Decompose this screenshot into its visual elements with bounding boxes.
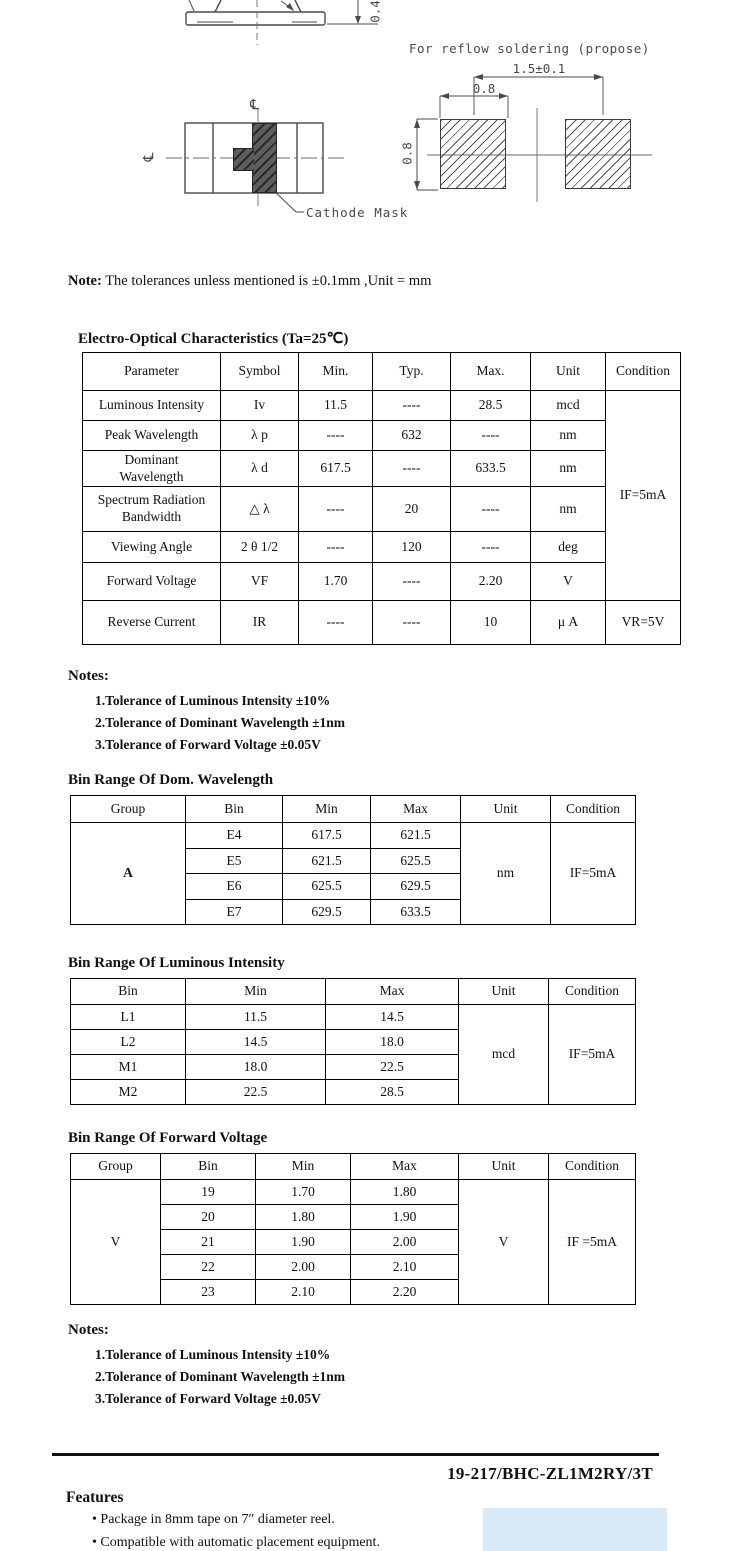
table-cell: 120	[373, 532, 451, 563]
condition-cell: IF=5mA	[606, 391, 681, 601]
feature-item: • Package in 8mm tape on 7″ diameter reel.	[92, 1512, 335, 1528]
tolerance-note	[68, 273, 431, 290]
table-cell: M2	[71, 1080, 186, 1105]
table-row	[83, 391, 681, 421]
condition-cell: IF=5mA	[551, 823, 636, 925]
pitch-dimension-label: 1.5±0.1	[512, 61, 566, 76]
table-cell: Peak Wavelength	[83, 421, 221, 451]
table-cell: nm	[531, 451, 606, 487]
column-header: Unit	[531, 353, 606, 391]
table-cell: mcd	[531, 391, 606, 421]
table-cell: 621.5	[371, 823, 461, 849]
table-cell: 2 θ 1/2	[221, 532, 299, 563]
column-header: Bin	[161, 1154, 256, 1180]
table-header-row	[83, 353, 681, 391]
group-cell: V	[71, 1180, 161, 1305]
table-row	[71, 1005, 636, 1030]
table-cell: Viewing Angle	[83, 532, 221, 563]
features-title: Features	[66, 1489, 124, 1506]
column-header: Condition	[606, 353, 681, 391]
table-cell: 22.5	[326, 1055, 459, 1080]
part-number: 19-217/BHC-ZL1M2RY/3T	[447, 1464, 653, 1483]
feature-item: • Compatible with automatic placement equipment.	[92, 1535, 380, 1551]
unit-cell: nm	[461, 823, 551, 925]
table-cell: ----	[299, 487, 373, 532]
table-cell: 625.5	[283, 874, 371, 900]
column-header: Unit	[459, 979, 549, 1005]
cathode-mask-band	[252, 123, 277, 193]
table-cell: 28.5	[451, 391, 531, 421]
table-cell: 22	[161, 1255, 256, 1280]
table-cell: 20	[373, 487, 451, 532]
table-cell: 2.10	[256, 1280, 351, 1305]
drawing-lines	[0, 0, 750, 235]
table-cell: 1.70	[256, 1180, 351, 1205]
package-height-dimension-label: 0.4	[367, 0, 383, 23]
table-cell: 14.5	[326, 1005, 459, 1030]
table-row	[83, 421, 681, 451]
table-cell: 633.5	[371, 900, 461, 925]
table-cell: 20	[161, 1205, 256, 1230]
eo-table	[82, 352, 681, 645]
column-header: Unit	[459, 1154, 549, 1180]
table-cell: nm	[531, 421, 606, 451]
table-cell: Luminous Intensity	[83, 391, 221, 421]
table-cell: 1.80	[351, 1180, 459, 1205]
table-cell: L2	[71, 1030, 186, 1055]
table-cell: V	[531, 563, 606, 601]
table-cell: 2.00	[256, 1255, 351, 1280]
table-cell: ----	[299, 601, 373, 645]
table-cell: 625.5	[371, 849, 461, 874]
table-cell: 1.70	[299, 563, 373, 601]
table-cell: IR	[221, 601, 299, 645]
unit-cell: V	[459, 1180, 549, 1305]
solder-pad-left	[440, 119, 506, 189]
unit-cell: mcd	[459, 1005, 549, 1105]
bin-vf-table	[70, 1153, 636, 1305]
table-cell: 633.5	[451, 451, 531, 487]
table-cell: ----	[373, 601, 451, 645]
table-cell: 10	[451, 601, 531, 645]
note-item: 3.Tolerance of Forward Voltage ±0.05V	[95, 737, 321, 752]
bin-vf-title: Bin Range Of Forward Voltage	[68, 1130, 268, 1146]
table-cell: 2.20	[451, 563, 531, 601]
table-row	[83, 563, 681, 601]
table-row	[83, 601, 681, 645]
note-text: The tolerances unless mentioned is ±0.1mm ,Unit = mm	[101, 273, 432, 289]
column-header: Max.	[451, 353, 531, 391]
condition-cell: IF =5mA	[549, 1180, 636, 1305]
table-cell: ----	[373, 451, 451, 487]
pad-height-dimension-label: 0.8	[399, 142, 415, 165]
cathode-mask-label: Cathode Mask	[306, 205, 409, 220]
table-cell: 621.5	[283, 849, 371, 874]
table-cell: ----	[373, 563, 451, 601]
column-header: Group	[71, 796, 186, 823]
centerline-icon: ℄	[250, 97, 259, 113]
table-cell: Forward Voltage	[83, 563, 221, 601]
table-cell: Reverse Current	[83, 601, 221, 645]
column-header: Max	[351, 1154, 459, 1180]
table-row	[83, 487, 681, 532]
table-cell: Dominant Wavelength	[83, 451, 221, 487]
table-cell: 2.00	[351, 1230, 459, 1255]
reflow-title: For reflow soldering (propose)	[409, 41, 650, 56]
column-header: Condition	[551, 796, 636, 823]
table-row	[83, 532, 681, 563]
table-cell: 11.5	[299, 391, 373, 421]
table-cell: E6	[186, 874, 283, 900]
table-cell: Spectrum Radiation Bandwidth	[83, 487, 221, 532]
table-cell: △ λ	[221, 487, 299, 532]
table-cell: 629.5	[283, 900, 371, 925]
column-header: Min	[256, 1154, 351, 1180]
table-cell: ----	[451, 421, 531, 451]
eo-section-title: Electro-Optical Characteristics (Ta=25℃)	[78, 331, 349, 347]
pad-width-dimension-label: 0.8	[472, 81, 496, 96]
table-cell: 18.0	[326, 1030, 459, 1055]
column-header: Min	[283, 796, 371, 823]
notes-title: Notes:	[68, 668, 109, 684]
table-row	[71, 823, 636, 849]
table-cell: M1	[71, 1055, 186, 1080]
table-cell: E7	[186, 900, 283, 925]
table-cell: 19	[161, 1180, 256, 1205]
table-cell: L1	[71, 1005, 186, 1030]
column-header: Unit	[461, 796, 551, 823]
mechanical-drawings	[0, 0, 750, 235]
column-header: Condition	[549, 1154, 636, 1180]
table-cell: E5	[186, 849, 283, 874]
table-cell: 23	[161, 1280, 256, 1305]
table-cell: 2.20	[351, 1280, 459, 1305]
column-header: Min	[186, 979, 326, 1005]
table-header-row	[71, 796, 636, 823]
table-cell: E4	[186, 823, 283, 849]
note-item: 1.Tolerance of Luminous Intensity ±10%	[95, 693, 331, 708]
column-header: Typ.	[373, 353, 451, 391]
table-cell: 617.5	[299, 451, 373, 487]
centerline-icon: ℄	[141, 152, 157, 162]
table-cell: λ d	[221, 451, 299, 487]
table-cell: 21	[161, 1230, 256, 1255]
table-cell: 14.5	[186, 1030, 326, 1055]
table-cell: 11.5	[186, 1005, 326, 1030]
note-item: 2.Tolerance of Dominant Wavelength ±1nm	[95, 715, 346, 730]
column-header: Symbol	[221, 353, 299, 391]
table-cell: VF	[221, 563, 299, 601]
column-header: Bin	[71, 979, 186, 1005]
bin-dom-table	[70, 795, 636, 925]
group-cell: A	[71, 823, 186, 925]
table-cell: 22.5	[186, 1080, 326, 1105]
table-cell: 2.10	[351, 1255, 459, 1280]
table-cell: 1.90	[256, 1230, 351, 1255]
cathode-mask-notch	[233, 148, 254, 171]
column-header: Group	[71, 1154, 161, 1180]
note-label: Note:	[68, 273, 102, 289]
table-row	[71, 1180, 636, 1205]
note-item: 3.Tolerance of Forward Voltage ±0.05V	[95, 1391, 321, 1406]
bin-iv-title: Bin Range Of Luminous Intensity	[68, 955, 285, 971]
bin-dom-title: Bin Range Of Dom. Wavelength	[68, 772, 274, 788]
column-header: Parameter	[83, 353, 221, 391]
column-header: Max	[326, 979, 459, 1005]
table-cell: ----	[451, 532, 531, 563]
table-cell: 617.5	[283, 823, 371, 849]
table-cell: 1.80	[256, 1205, 351, 1230]
table-cell: ----	[451, 487, 531, 532]
highlight-box	[483, 1508, 667, 1551]
table-cell: 629.5	[371, 874, 461, 900]
column-header: Min.	[299, 353, 373, 391]
table-row	[83, 451, 681, 487]
note-item: 1.Tolerance of Luminous Intensity ±10%	[95, 1347, 331, 1362]
column-header: Bin	[186, 796, 283, 823]
table-cell: ----	[299, 532, 373, 563]
table-cell: deg	[531, 532, 606, 563]
table-cell: 1.90	[351, 1205, 459, 1230]
note-item: 2.Tolerance of Dominant Wavelength ±1nm	[95, 1369, 346, 1384]
table-header-row	[71, 979, 636, 1005]
table-cell: Iv	[221, 391, 299, 421]
condition-cell: IF=5mA	[549, 1005, 636, 1105]
notes-title: Notes:	[68, 1322, 109, 1338]
table-cell: 28.5	[326, 1080, 459, 1105]
table-cell: μ A	[531, 601, 606, 645]
solder-pad-right	[565, 119, 631, 189]
column-header: Condition	[549, 979, 636, 1005]
table-cell: nm	[531, 487, 606, 532]
table-cell: 18.0	[186, 1055, 326, 1080]
footer-divider	[52, 1453, 659, 1456]
table-header-row	[71, 1154, 636, 1180]
column-header: Max	[371, 796, 461, 823]
condition-cell: VR=5V	[606, 601, 681, 645]
table-cell: 632	[373, 421, 451, 451]
table-cell: λ p	[221, 421, 299, 451]
table-cell: ----	[299, 421, 373, 451]
bin-iv-table	[70, 978, 636, 1105]
table-cell: ----	[373, 391, 451, 421]
